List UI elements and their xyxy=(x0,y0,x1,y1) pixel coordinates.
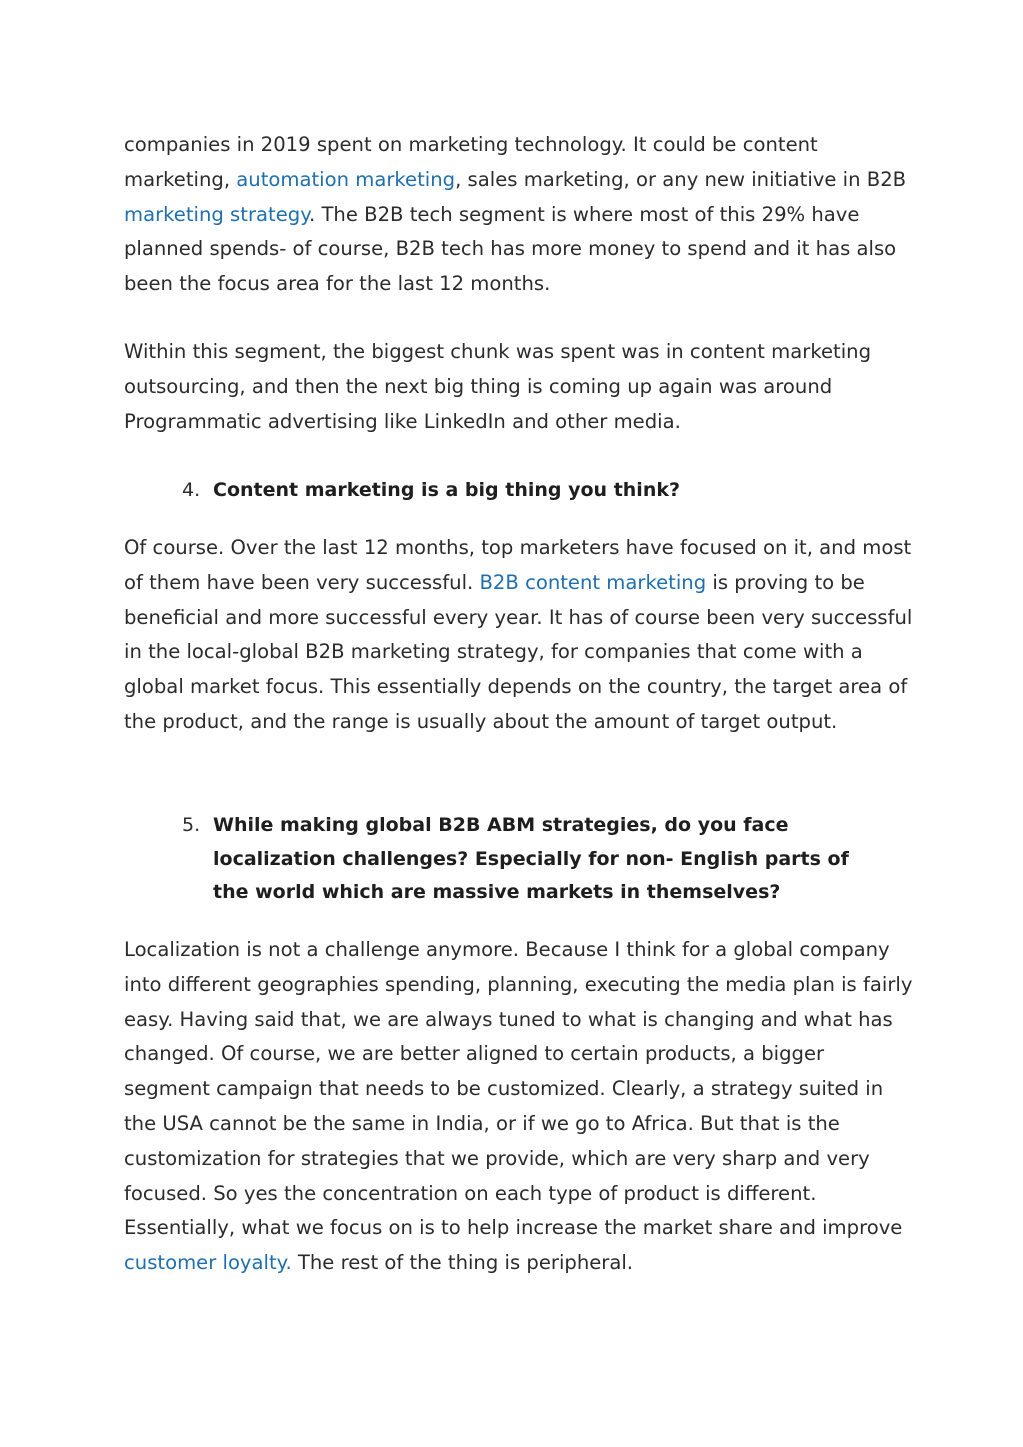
question-5 xyxy=(182,809,882,910)
paragraph-text: Localization is not a challenge anymore. Because I think for a global company into different geographies spending, planning, executing the media plan is fairly easy. Having said that, we are always tuned to what is changing and what has changed. Of course, we are better aligned to certain products, a bigger segment campaign that needs to be customized. Clearly, a strategy suited in the USA cannot be the same in India, or if we go to Africa. But that is the customization for strategies that we provide, which are very sharp and very focused. So yes the concentration on each type of product is different. Essentially, what we focus on is to help increase the market share and improve xyxy=(124,938,913,1240)
paragraph-martech-spend xyxy=(124,128,914,302)
paragraph-segment-spend xyxy=(124,335,914,439)
link-b2b-content-marketing[interactable]: B2B content marketing xyxy=(479,570,707,594)
question-number: 4. xyxy=(182,479,201,501)
paragraph-text: companies in 2019 spent on marketing technology. It could be content marketing, xyxy=(124,133,818,191)
question-number: 5. xyxy=(182,814,201,836)
question-text: Content marketing is a big thing you think? xyxy=(213,479,681,501)
question-4 xyxy=(182,474,882,508)
link-customer-loyalty[interactable]: customer loyalty. xyxy=(124,1251,292,1275)
paragraph-text: is proving to be beneficial and more successful every year. It has of course been very successful in the local-global B2B marketing strategy, for companies that come with a global market focus. This essentially depends on the country, the target area of the product, and the range is usually about the amount of target output. xyxy=(124,570,913,733)
link-marketing-strategy[interactable]: marketing strategy xyxy=(124,202,309,226)
paragraph-text: The rest of the thing is peripheral. xyxy=(291,1251,634,1275)
paragraph-localization-answer xyxy=(124,933,914,1281)
paragraph-text: Of course. Over the last 12 months, top marketers have focused on it, and most of them have been very successful. xyxy=(124,536,912,594)
paragraph-content-marketing-answer xyxy=(124,531,914,740)
paragraph-text: Within this segment, the biggest chunk was spent was in content marketing outsourcing, and then the next big thing is coming up again was around Programmatic advertising like LinkedIn and other media. xyxy=(124,340,872,433)
question-text: While making global B2B ABM strategies, do you face localization challenges? Especially for non- English parts of the world which are massive markets in themselves? xyxy=(213,814,849,903)
paragraph-text: , sales marketing, or any new initiative in B2B xyxy=(455,167,907,191)
link-automation-marketing[interactable]: automation marketing xyxy=(236,167,456,191)
paragraph-text: . The B2B tech segment is where most of this 29% have planned spends- of course, B2B tech has more money to spend and it has also been the focus area for the last 12 months. xyxy=(124,202,897,296)
